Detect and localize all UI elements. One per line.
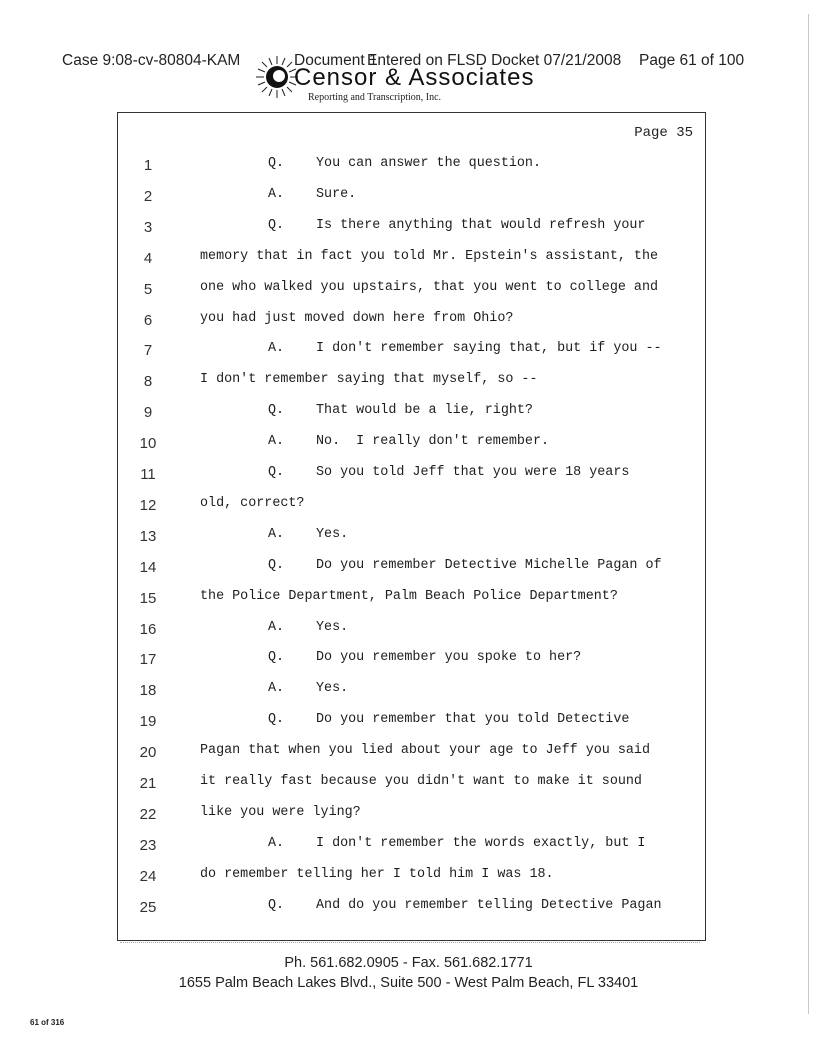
speaker-label: A. bbox=[268, 187, 285, 202]
company-name: Censor & Associates bbox=[294, 64, 535, 91]
speaker-label: Q. bbox=[268, 558, 285, 573]
line-number: 20 bbox=[139, 744, 157, 761]
testimony-line: Yes. bbox=[316, 681, 349, 696]
speaker-label: Q. bbox=[268, 156, 285, 171]
speaker-label: A. bbox=[268, 620, 285, 635]
docket-entry: Entered on FLSD Docket 07/21/2008 bbox=[367, 52, 622, 69]
testimony-line: Do you remember that you told Detective bbox=[316, 712, 630, 727]
speaker-label: Q. bbox=[268, 898, 285, 913]
transcript-page-label: Page 35 bbox=[634, 125, 693, 141]
testimony-line: Do you remember you spoke to her? bbox=[316, 650, 582, 665]
testimony-line: you had just moved down here from Ohio? bbox=[200, 311, 514, 326]
testimony-line: one who walked you upstairs, that you went to college and bbox=[200, 280, 659, 295]
testimony-line: Is there anything that would refresh your bbox=[316, 218, 646, 233]
testimony-line: old, correct? bbox=[200, 496, 305, 511]
testimony-line: Do you remember Detective Michelle Pagan of bbox=[316, 558, 662, 573]
line-number: 12 bbox=[139, 497, 157, 514]
testimony-line: Pagan that when you lied about your age to Jeff you said bbox=[200, 743, 650, 758]
scan-edge-line bbox=[808, 14, 809, 1014]
document-label: Document 1 bbox=[294, 52, 378, 69]
speaker-label: Q. bbox=[268, 403, 285, 418]
line-number: 10 bbox=[139, 435, 157, 452]
testimony-line: I don't remember the words exactly, but I bbox=[316, 836, 646, 851]
testimony-line: I don't remember saying that myself, so -- bbox=[200, 372, 538, 387]
case-number: Case 9:08-cv-80804-KAM bbox=[62, 52, 241, 69]
line-number: 13 bbox=[139, 528, 157, 545]
speaker-label: A. bbox=[268, 341, 285, 356]
speaker-label: A. bbox=[268, 836, 285, 851]
testimony-line: So you told Jeff that you were 18 years bbox=[316, 465, 630, 480]
line-number: 1 bbox=[143, 157, 153, 174]
line-number: 24 bbox=[139, 868, 157, 885]
line-number: 7 bbox=[143, 342, 153, 359]
speaker-label: A. bbox=[268, 434, 285, 449]
line-number: 3 bbox=[143, 219, 153, 236]
testimony-line: I don't remember saying that, but if you -- bbox=[316, 341, 662, 356]
line-number: 9 bbox=[143, 404, 153, 421]
testimony-line: That would be a lie, right? bbox=[316, 403, 533, 418]
speaker-label: Q. bbox=[268, 712, 285, 727]
company-tagline: Reporting and Transcription, Inc. bbox=[308, 92, 442, 103]
line-number: 16 bbox=[139, 621, 157, 638]
testimony-line: No. I really don't remember. bbox=[316, 434, 550, 449]
line-number: 23 bbox=[139, 837, 157, 854]
speaker-label: A. bbox=[268, 681, 285, 696]
line-number: 19 bbox=[139, 713, 157, 730]
testimony-line: You can answer the question. bbox=[316, 156, 541, 171]
testimony-line: And do you remember telling Detective Pagan bbox=[316, 898, 662, 913]
line-number: 4 bbox=[143, 250, 153, 267]
line-number: 8 bbox=[143, 373, 153, 390]
testimony-line: like you were lying? bbox=[200, 805, 361, 820]
speaker-label: Q. bbox=[268, 218, 285, 233]
testimony-line: Yes. bbox=[316, 527, 349, 542]
testimony-line: do remember telling her I told him I was 18. bbox=[200, 867, 554, 882]
footer-address: 1655 Palm Beach Lakes Blvd., Suite 500 - West Palm Beach, FL 33401 bbox=[178, 975, 639, 991]
testimony-line: Yes. bbox=[316, 620, 349, 635]
line-number: 14 bbox=[139, 559, 157, 576]
line-number: 25 bbox=[139, 899, 157, 916]
transcript-page-box bbox=[117, 112, 706, 941]
testimony-line: the Police Department, Palm Beach Police Department? bbox=[200, 589, 618, 604]
testimony-line: it really fast because you didn't want to make it sound bbox=[200, 774, 642, 789]
speaker-label: Q. bbox=[268, 650, 285, 665]
line-number: 15 bbox=[139, 590, 157, 607]
page-of-total: Page 61 of 100 bbox=[639, 52, 745, 69]
line-number: 6 bbox=[143, 312, 153, 329]
line-number: 18 bbox=[139, 682, 157, 699]
line-number: 21 bbox=[139, 775, 157, 792]
line-number: 22 bbox=[139, 806, 157, 823]
testimony-line: memory that in fact you told Mr. Epstein's assistant, the bbox=[200, 249, 659, 264]
scan-smudge bbox=[120, 942, 700, 945]
line-number: 11 bbox=[140, 466, 156, 483]
footer-phone-fax: Ph. 561.682.0905 - Fax. 561.682.1771 bbox=[284, 955, 533, 971]
line-number: 17 bbox=[139, 651, 157, 668]
testimony-line: Sure. bbox=[316, 187, 357, 202]
speaker-label: Q. bbox=[268, 465, 285, 480]
page-count: 61 of 316 bbox=[30, 1018, 65, 1027]
line-number: 2 bbox=[143, 188, 153, 205]
speaker-label: A. bbox=[268, 527, 285, 542]
line-number: 5 bbox=[143, 281, 153, 298]
